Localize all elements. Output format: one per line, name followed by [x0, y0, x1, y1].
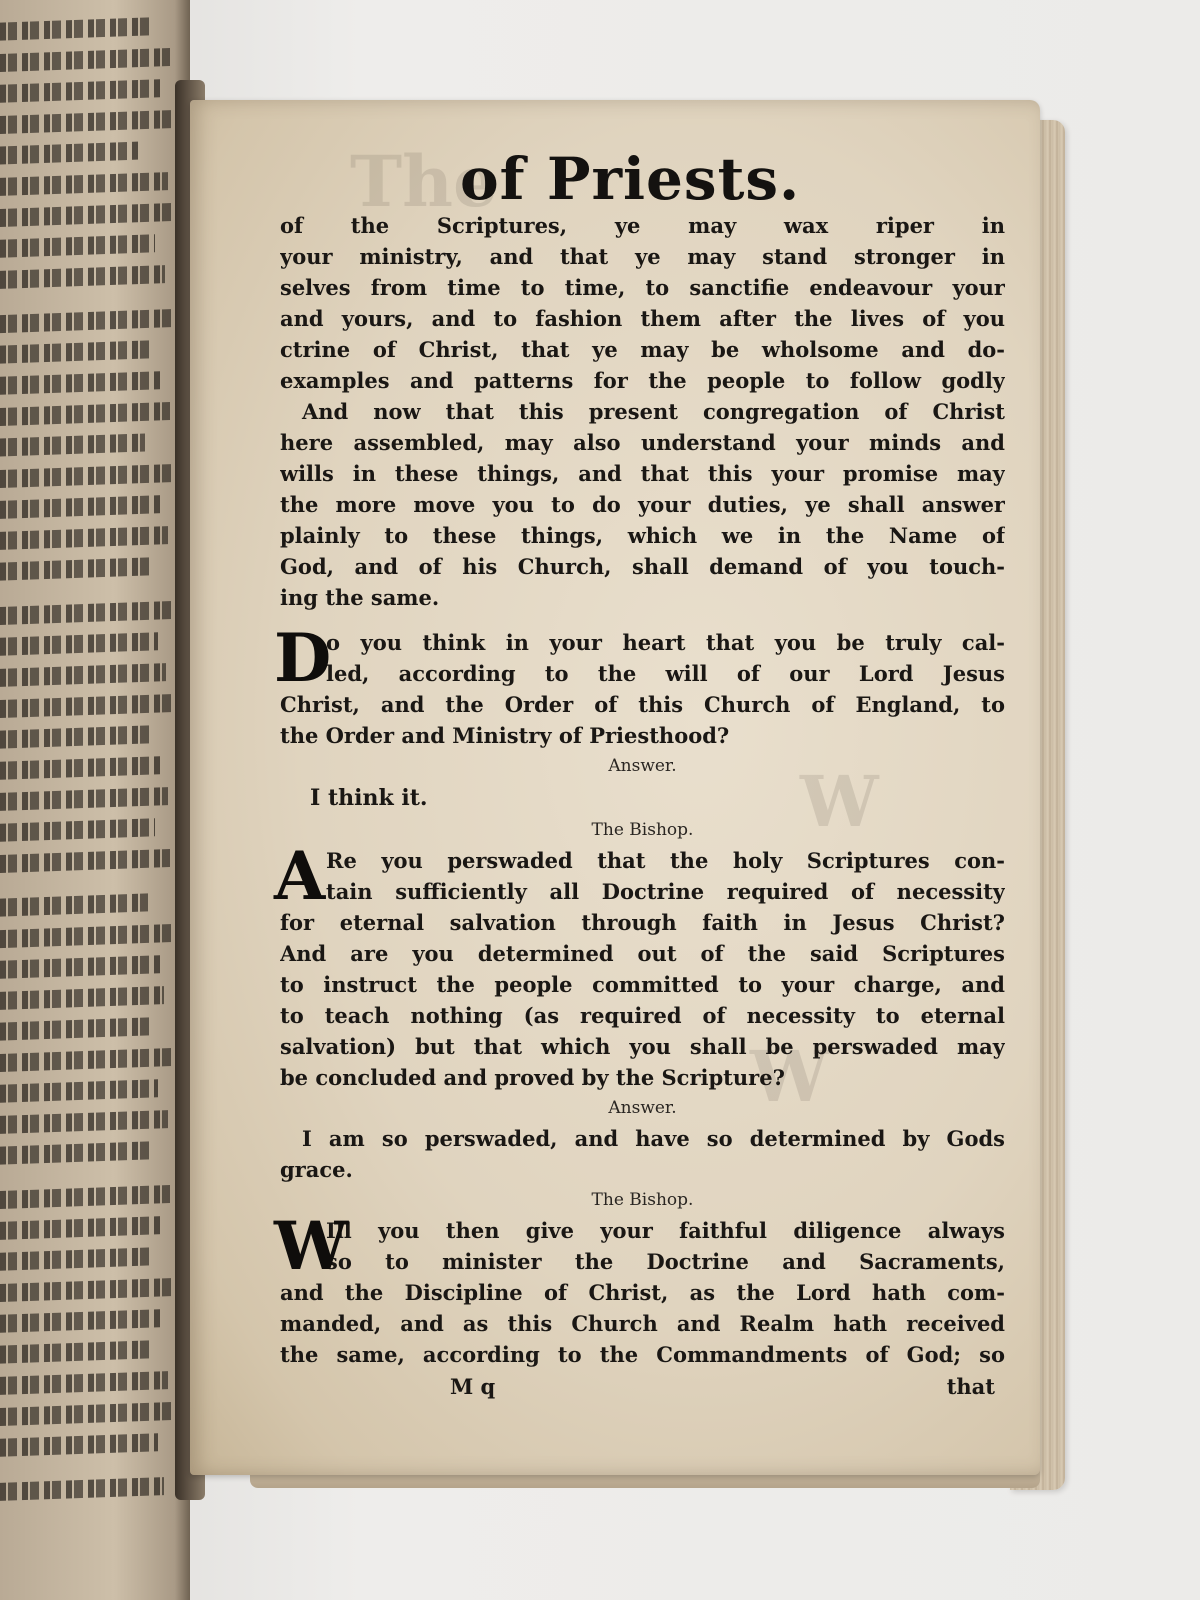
left-page-text-line: [0, 818, 155, 841]
text-line: the Order and Ministry of Priesthood?: [280, 723, 730, 748]
left-page-text-line: [0, 787, 168, 811]
text-line: Ill you then give your faithful diligence always: [326, 1218, 1005, 1243]
text-line: be concluded and proved by the Scripture?: [280, 1065, 785, 1090]
text-line: to instruct the people committed to your charge, and: [280, 972, 1005, 997]
text-line: for eternal salvation through faith in Jesus Christ?: [280, 910, 1005, 935]
text-line: And are you determined out of the said Scriptures: [280, 941, 1005, 966]
text-line: I am so perswaded, and have so determined by Gods: [302, 1126, 1005, 1151]
left-page-text-line: [0, 924, 176, 948]
left-page-text-line: [0, 1340, 150, 1363]
left-page-text-line: [0, 265, 165, 289]
left-page-text-line: [0, 142, 140, 165]
left-page-text-line: [0, 464, 175, 488]
left-page-text-line: [0, 110, 175, 134]
left-page-text-line: [0, 955, 160, 979]
left-page-text-line: [0, 1247, 154, 1270]
text-line: to teach nothing (as required of necessity to eternal: [280, 1003, 1005, 1028]
show-through-ghost: W: [750, 1035, 829, 1118]
text-line: Christ, and the Order of this Church of England, to: [280, 692, 1005, 717]
left-page-text-line: [0, 1110, 168, 1134]
left-page-text-line: [0, 849, 170, 873]
answer-2: [280, 1123, 1005, 1185]
answer-text: I think it.: [310, 785, 428, 811]
left-page-text-line: [0, 1402, 172, 1426]
text-line: ctrine of Christ, that ye may be wholsome and do-: [280, 337, 1005, 362]
text-line: your ministry, and that ye may stand stronger in: [280, 244, 1005, 269]
text-line: so to minister the Doctrine and Sacraments,: [326, 1249, 1005, 1274]
text-line: the same, according to the Commandments of God; so: [280, 1342, 1005, 1367]
left-page-text-line: [0, 371, 160, 395]
left-page-text-line: [0, 79, 160, 103]
text-line: ing the same.: [280, 585, 440, 610]
drop-cap: D: [274, 619, 332, 697]
text-line: here assembled, may also understand your minds and: [280, 430, 1005, 455]
left-page-text-line: [0, 526, 168, 550]
left-page-text-line: [0, 1141, 150, 1164]
left-page-text-line: [0, 601, 172, 625]
text-line: wills in these things, and that this your promise may: [280, 461, 1005, 486]
question-1: [274, 619, 1005, 751]
left-page-text-line: [0, 632, 158, 656]
text-line: manded, and as this Church and Realm hath received: [280, 1311, 1005, 1336]
text-line: tain sufficiently all Doctrine required of necessity: [326, 879, 1005, 904]
right-book-page: [190, 100, 1040, 1475]
catchword: that: [946, 1374, 995, 1399]
left-page-text-line: [0, 203, 172, 227]
text-line: led, according to the will of our Lord Jesus: [326, 661, 1005, 686]
left-page-text-line: [0, 986, 164, 1010]
left-page-text-line: [0, 1048, 172, 1072]
left-page-text-line: [0, 309, 178, 333]
text-line: the more move you to do your duties, ye shall answer: [280, 492, 1005, 517]
left-page-text-line: [0, 1079, 158, 1103]
text-line: and yours, and to fashion them after the lives of you: [280, 306, 1005, 331]
drop-cap: A: [274, 837, 326, 915]
left-page-text-line: [0, 725, 150, 748]
text-line: examples and patterns for the people to follow godly: [280, 368, 1005, 393]
left-page-text-line: [0, 694, 174, 718]
left-page-text-line: [0, 1309, 160, 1333]
answer-label: Answer.: [608, 756, 677, 776]
left-page-text-line: [0, 495, 162, 519]
question-3: [274, 1207, 1005, 1370]
text-line: o you think in your heart that you be truly cal-: [326, 630, 1005, 655]
answer-label: Answer.: [608, 1098, 677, 1118]
show-through-ghost: W: [800, 760, 879, 843]
question-2: [274, 837, 1005, 1093]
paragraph-1: [280, 210, 1005, 396]
text-line: God, and of his Church, shall demand of you touch-: [280, 554, 1005, 579]
running-head: of Priests.: [460, 145, 801, 213]
show-through-ghost: The: [350, 140, 498, 223]
left-page-text-line: [0, 1216, 162, 1240]
left-page-text-line: [0, 1278, 174, 1302]
text-line: salvation) but that which you shall be perswaded may: [280, 1034, 1005, 1059]
left-page-text-line: [0, 48, 170, 72]
text-line: Re you perswaded that the holy Scriptures con-: [326, 848, 1005, 873]
text-line: grace.: [280, 1157, 353, 1182]
bishop-label: The Bishop.: [591, 820, 694, 840]
text-line: selves from time to time, to sanctifie endeavour your: [280, 275, 1005, 300]
left-page-text-line: [0, 172, 168, 196]
left-page-text-line: [0, 893, 148, 916]
text-line: and the Discipline of Christ, as the Lord hath com-: [280, 1280, 1005, 1305]
left-page-text-blur: [0, 0, 185, 1600]
left-page-text-line: [0, 340, 150, 363]
left-page-text-line: [0, 433, 145, 456]
left-page-text-line: [0, 663, 166, 687]
left-page-text-line: [0, 1017, 150, 1040]
left-page-text-line: [0, 1433, 158, 1457]
left-page-text-line: [0, 1371, 168, 1395]
left-page-text-line: [0, 402, 170, 426]
left-facing-page: [0, 0, 190, 1600]
page-footer: [280, 1372, 1005, 1402]
bishop-label: The Bishop.: [591, 1190, 694, 1210]
left-page-text-line: [0, 234, 155, 257]
paragraph-2: [280, 396, 1005, 613]
signature-mark: M q: [450, 1374, 496, 1399]
left-page-text-line: [0, 756, 160, 780]
left-page-text-line: [0, 1477, 164, 1501]
drop-cap: W: [274, 1207, 349, 1285]
text-line: plainly to these things, which we in the Name of: [280, 523, 1005, 548]
text-line: And now that this present congregation of Christ: [302, 399, 1005, 424]
text-block: [274, 210, 1005, 1402]
left-page-text-line: [0, 1185, 170, 1209]
text-line: of the Scriptures, ye may wax riper in: [280, 213, 1005, 238]
left-page-text-line: [0, 557, 150, 580]
left-page-text-line: [0, 17, 150, 40]
